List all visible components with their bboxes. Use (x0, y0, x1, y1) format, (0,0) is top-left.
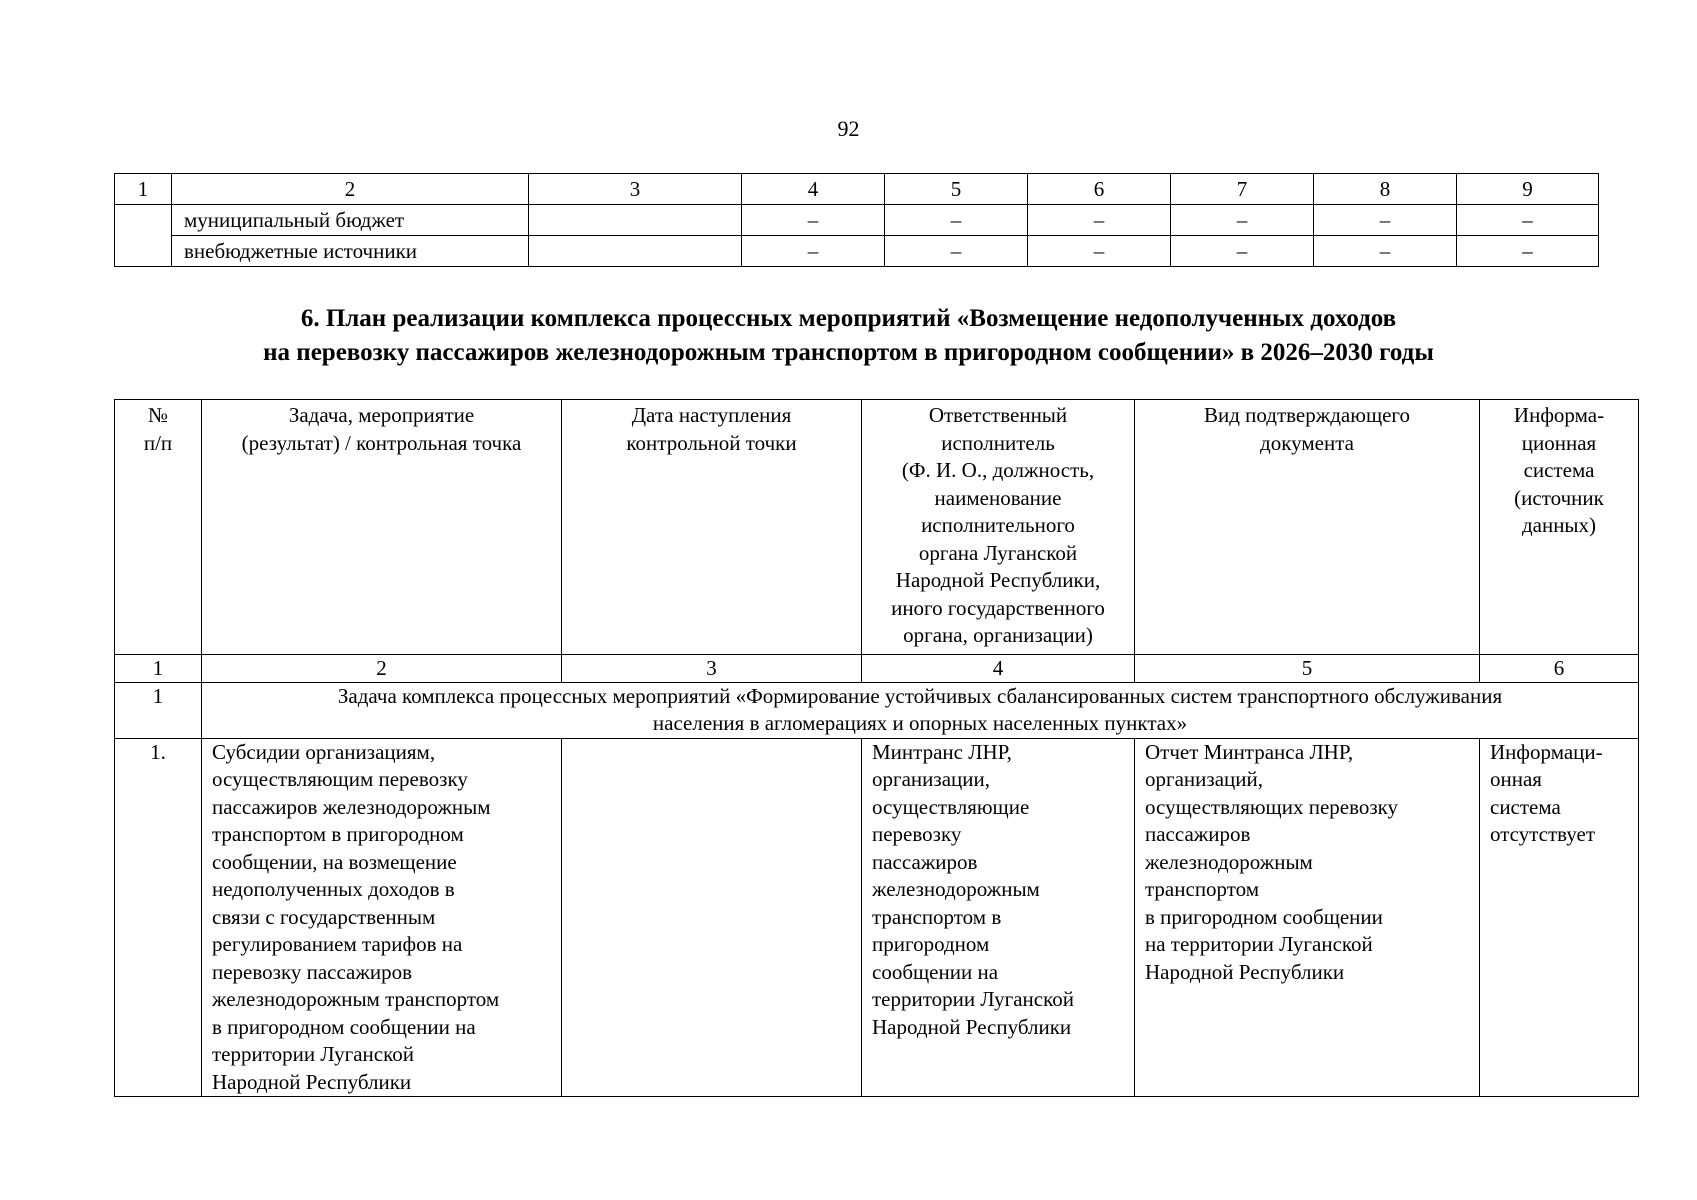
column-number: 2 (172, 174, 529, 205)
table-cell: – (742, 205, 885, 236)
text-line: органа, организации) (903, 623, 1093, 647)
text-line: железнодорожным (872, 877, 1040, 901)
page-number: 92 (837, 116, 860, 141)
text-line: организаций, (1145, 767, 1263, 791)
text-line: в пригородном сообщении (1145, 904, 1383, 929)
column-number: 3 (529, 174, 742, 205)
table-cell: – (1314, 205, 1457, 236)
text-line: недополученных доходов в (212, 877, 455, 901)
text-line: связи с государственным (212, 904, 436, 929)
text-line: исполнительного (921, 513, 1075, 537)
column-number: 9 (1457, 174, 1599, 205)
text-line: Субсидии организациям, (212, 739, 436, 764)
section-heading (0, 302, 1697, 370)
text-line: в пригородном сообщении на (212, 1014, 476, 1039)
task-number: 1 (115, 682, 202, 738)
text-line: Народной Республики (1145, 959, 1345, 984)
heading-line: 6. План реализации комплекса процессных мероприятий «Возмещение недополученных доходов (300, 305, 1397, 332)
column-number: 1 (115, 174, 172, 205)
table-cell: – (1028, 205, 1171, 236)
text-line: (результат) / контрольная точка (241, 430, 522, 455)
table-cell: – (1028, 236, 1171, 267)
text-line: перевозку (872, 822, 962, 846)
text-line: пригородном (872, 932, 990, 956)
text-line: ционная (1521, 430, 1597, 455)
text-line: система (1523, 458, 1595, 482)
text-line: Задача комплекса процессных мероприятий «Формирование устойчивых сбалансированных систем транспортного обслуживания (337, 683, 1503, 708)
task-row (115, 682, 1639, 738)
table-cell: – (1314, 236, 1457, 267)
text-line: территории Луганской (212, 1042, 414, 1066)
text-line: (источник (1514, 485, 1604, 510)
text-line: железнодорожным (1145, 849, 1313, 874)
text-line: иного государственного (891, 595, 1105, 620)
text-line: Дата наступления (631, 403, 792, 427)
table-cell: – (1457, 205, 1599, 236)
table-cell (529, 236, 742, 267)
empty-number-cell (115, 205, 172, 267)
task-description (202, 682, 1639, 738)
column-number: 4 (862, 654, 1135, 682)
text-line: (Ф. И. О., должность, (901, 458, 1095, 482)
text-line: железнодорожным транспортом (212, 987, 500, 1011)
header-info-system (1480, 400, 1639, 655)
table-cell: – (885, 205, 1028, 236)
text-line: документа (1260, 430, 1354, 455)
column-number: 5 (885, 174, 1028, 205)
text-line: осуществляющих перевозку (1145, 794, 1399, 819)
text-line: Народной Республики (212, 1069, 412, 1094)
text-line: на территории Луганской (1145, 932, 1373, 956)
text-line: Минтранс ЛНР, (872, 739, 1012, 764)
text-line: осуществляющие (872, 794, 1030, 819)
text-line: Народной Республики, (895, 568, 1101, 592)
text-line: № (147, 403, 169, 427)
header-document (1135, 400, 1480, 655)
text-line: перевозку пассажиров (212, 959, 413, 984)
text-line: наименование (934, 485, 1062, 510)
text-line: п/п (143, 430, 173, 455)
text-line: транспортом в пригородном (212, 822, 464, 846)
measure-document (1135, 738, 1480, 1097)
header-number (115, 400, 202, 655)
text-line: контрольной точки (626, 430, 797, 455)
header-measure (202, 400, 562, 655)
header-row (115, 400, 1639, 655)
text-line: Ответственный (928, 403, 1068, 427)
table-cell: – (742, 236, 885, 267)
column-number: 2 (202, 654, 562, 682)
column-number: 3 (562, 654, 862, 682)
text-line: Народной Республики (872, 1014, 1072, 1039)
text-line: органа Луганской (918, 540, 1078, 565)
text-line: Информа- (1513, 403, 1605, 427)
column-number-row (115, 174, 1599, 205)
text-line: Информаци- (1490, 739, 1603, 764)
implementation-plan-table (114, 399, 1639, 1097)
table-cell: – (1171, 205, 1314, 236)
text-line: отсутствует (1490, 822, 1596, 846)
header-executor (862, 400, 1135, 655)
column-number: 7 (1171, 174, 1314, 205)
column-number: 8 (1314, 174, 1457, 205)
text-line: исполнитель (941, 430, 1055, 455)
table-cell: – (1457, 236, 1599, 267)
text-line: Вид подтверждающего (1203, 403, 1411, 427)
column-number: 4 (742, 174, 885, 205)
text-line: Задача, мероприятие (288, 403, 475, 427)
text-line: организации, (872, 767, 990, 791)
table-cell: – (1171, 236, 1314, 267)
measure-info-system (1480, 738, 1639, 1097)
column-number: 5 (1135, 654, 1480, 682)
source-label: муниципальный бюджет (172, 205, 529, 236)
text-line: осуществляющим перевозку (212, 767, 468, 791)
text-line: данных) (1521, 513, 1597, 537)
measure-date (562, 738, 862, 1097)
text-line: территории Луганской (872, 987, 1074, 1011)
source-label: внебюджетные источники (172, 236, 529, 267)
text-line: регулированием тарифов на (212, 932, 463, 956)
column-number: 6 (1028, 174, 1171, 205)
text-line: сообщении на (872, 959, 999, 984)
table-cell (529, 205, 742, 236)
table-row (115, 236, 1599, 267)
measure-executor (862, 738, 1135, 1097)
column-number: 6 (1480, 654, 1639, 682)
header-date (562, 400, 862, 655)
column-number: 1 (115, 654, 202, 682)
text-line: пассажиров железнодорожным (212, 794, 491, 819)
table-cell: – (885, 236, 1028, 267)
measure-number: 1. (115, 738, 202, 1097)
text-line: Отчет Минтранса ЛНР, (1145, 739, 1354, 764)
text-line: транспортом в (872, 904, 1002, 929)
measure-row (115, 738, 1639, 1097)
text-line: сообщении, на возмещение (212, 849, 457, 874)
text-line: онная (1490, 767, 1542, 791)
budget-continuation-table (114, 173, 1599, 267)
text-line: пассажиров (872, 849, 978, 874)
heading-line: на перевозку пассажиров железнодорожным транспортом в пригородном сообщении» в 2026–2030 годы (263, 339, 1434, 366)
text-line: населения в агломерациях и опорных населенных пунктах» (652, 711, 1188, 735)
measure-description (202, 738, 562, 1097)
table-row (115, 205, 1599, 236)
column-number-row (115, 654, 1639, 682)
text-line: система (1490, 794, 1561, 819)
text-line: пассажиров (1145, 822, 1251, 846)
text-line: транспортом (1145, 877, 1260, 901)
